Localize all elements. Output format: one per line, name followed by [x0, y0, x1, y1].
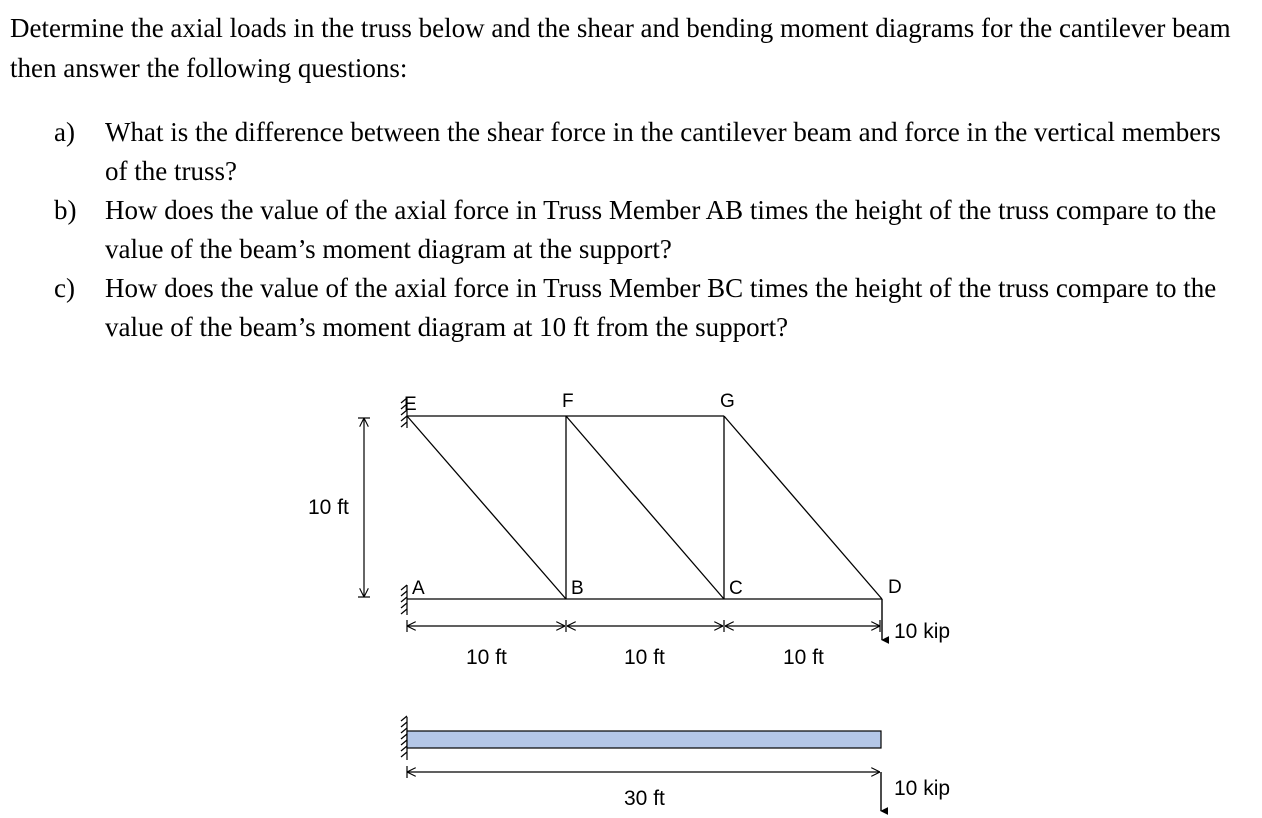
member-fc [566, 416, 724, 599]
member-gd [724, 416, 882, 599]
node-label-c: C [729, 578, 743, 599]
truss-height-dimension [358, 418, 370, 597]
beam-wall-support [401, 716, 407, 760]
span-label-cd: 10 ft [783, 646, 824, 669]
question-c-text: How does the value of the axial force in Truss Member BC times the height of the truss compare to the value of the beam’s moment diagram at 10 ft from the support? [105, 273, 1217, 342]
cantilever-beam-diagram [401, 716, 950, 811]
problem-intro: Determine the axial loads in the truss below and the shear and bending moment diagrams for the cantilever beam then answer the following questions: [10, 13, 1231, 83]
span-label-ab: 10 ft [466, 646, 507, 669]
truss-span-dimension [407, 620, 880, 632]
truss-wall-support-bottom [401, 585, 407, 615]
node-label-g: G [720, 391, 735, 412]
node-label-b: B [571, 578, 584, 599]
question-c-label: c) [54, 273, 75, 303]
member-eb [407, 416, 566, 599]
beam-length-label: 30 ft [624, 787, 665, 810]
truss-diagram [308, 391, 950, 669]
truss-load-label: 10 kip [894, 620, 951, 643]
span-label-bc: 10 ft [624, 646, 665, 669]
question-b-label: b) [54, 195, 77, 225]
node-label-e: E [404, 394, 417, 415]
beam-length-dimension [407, 766, 880, 778]
question-b-text: How does the value of the axial force in Truss Member AB times the height of the truss compare to the value of the beam’s moment diagram at the support? [105, 195, 1217, 264]
truss-height-label: 10 ft [308, 496, 349, 519]
beam-load-label: 10 kip [894, 777, 951, 800]
question-a-label: a) [54, 117, 75, 147]
node-label-d: D [888, 577, 902, 598]
question-a-text: What is the difference between the shear force in the cantilever beam and force in the vertical members of the truss? [105, 117, 1221, 186]
node-label-f: F [562, 391, 574, 412]
node-label-a: A [412, 578, 425, 599]
beam [407, 731, 881, 748]
